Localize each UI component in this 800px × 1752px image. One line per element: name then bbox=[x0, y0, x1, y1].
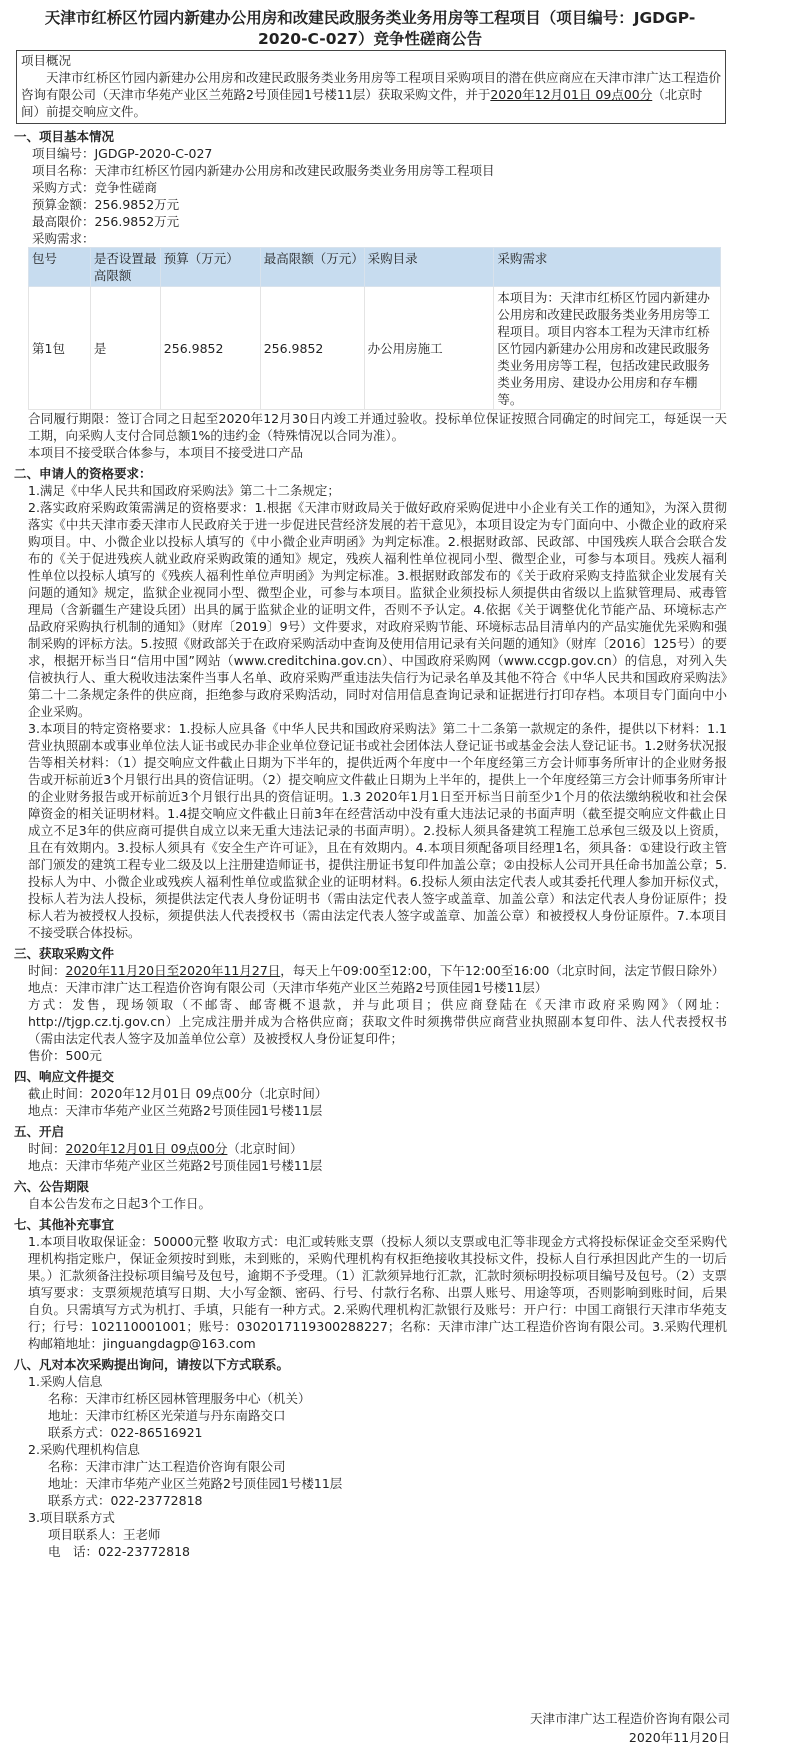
obtain-price: 售价：500元 bbox=[28, 1048, 102, 1063]
project-name: 项目名称：天津市红桥区竹园内新建办公用房和改建民政服务类业务用房等工程项目 bbox=[32, 163, 495, 178]
obtain-to: 至 bbox=[166, 963, 180, 978]
qualification-2: 2.落实政府采购政策需满足的资格要求：1.根据《天津市财政局关于做好政府采购促进中小企业有关工作的通知》，为深入贯彻落实《中共天津市委天津市人民政府关于进一步促进民营经济发展的若干意见》，本项目设定为专门面向中、小微企业的政府采购项目。中、小微企业以投标人填写的《中小微企业声明函》为判定标准。2.根据财政部、民政部、中国残疾人联合会联合发布的《关于促进残疾人就业政府采购政策的通知》规定，残疾人福利性单位视同小型、微型企业，可参与本项目。残疾人福利性单位以投标人填写的《残疾人福利性单位声明函》为判定标准。3.根据财政部发布的《关于政府采购支持监狱企业发展有关问题的通知》规定，监狱企业视同小型、微型企业，可参与本项目。监狱企业须投标人须提供由省级以上监狱管理局、戒毒管理局（含新疆生产建设兵团）出具的属于监狱企业的证明文件，否则不予认定。4.依据《关于调整优化节能产品、环境标志产品政府采购执行机制的通知》（财库〔2019〕9号）文件要求，对政府采购节能、环境标志品目清单内的产品实施优先采购和强制采购的评标方法。5.按照《财政部关于在政府采购活动中查询及使用信用记录有关问题的通知》（财库〔2016〕125号）的要求，根据开标当日“信用中国”网站（www.creditchina.gov.cn）、中国政府采购网（www.ccgp.gov.cn）的信息，对列入失信被执行人、重大税收违法案件当事人名单、政府采购严重违法失信行为记录名单及其他不符合《中华人民共和国政府采购法》第二十二条规定条件的供应商，拒绝参与政府采购活动，同时对信用信息查询记录和证据进行打印存档。本项目专门面向中小企业采购。 bbox=[28, 500, 727, 719]
cell-catalog: 办公用房施工 bbox=[364, 287, 494, 410]
section-5-heading: 五、开启 bbox=[14, 1124, 65, 1139]
overview-deadline: 2020年12月01日 09点00分 bbox=[490, 87, 653, 102]
budget-amount: 预算金额：256.9852万元 bbox=[32, 197, 180, 212]
table-header-row bbox=[29, 248, 721, 287]
qualification-3: 3.本项目的特定资格要求：1.投标人应具备《中华人民共和国政府采购法》第二十二条第一款规定的条件，提供以下材料：1.1营业执照副本或事业单位法人证书或民办非企业单位登记证书或社会团体法人登记证书或基金会法人登记证书。1.2财务状况报告等相关材料：（1）提交响应文件截止日期为下半年的，提供近两个年度中一个年度经第三方会计师事务所审计的企业财务报告或开标前近3个月银行出具的资信证明。（2）提交响应文件截止日期为上半年的，提供上一个年度经第三方会计师事务所审计的企业财务报告或开标前近3个月银行出具的资信证明。1.3 2020年1月1日至开标当日前至少1个月的依法缴纳税收和社会保障资金的相关证明材料。1.4提交响应文件截止日前3年在经营活动中没有重大违法记录的书面声明（截至提交响应文件截止日成立不足3年的供应商可提供自成立以来无重大违法记录的书面声明）。2.投标人须具备建筑工程施工总承包三级及以上资质，且在有效期内。3.投标人须具有《安全生产许可证》，且在有效期内。4.本项目须配备项目经理1名，须具备：①建设行政主管部门颁发的建筑工程专业二级及以上注册建造师证书，提供注册证书复印件加盖公章；②由投标人公司开具任命书加盖公章；5.投标人为中、小微企业或残疾人福利性单位或监狱企业的证明材料。6.投标人须由法定代表人或其委托代理人参加开标仪式，投标人若为法人投标，须提供法定代表人身份证明书（需由法定代表人签字或盖章、加盖公章）和法定代表人身份证原件；投标人若为被授权人投标，须提供法人代表授权书（需由法定代表人签字或盖章、加盖公章）和被授权人身份证原件。7.本项目不接受联合体投标。 bbox=[28, 721, 727, 940]
cell-requirement bbox=[494, 287, 721, 410]
overview-label: 项目概况 bbox=[21, 53, 72, 68]
obtain-time-label: 时间： bbox=[28, 963, 66, 978]
opening-time-value: 2020年12月01日 09点00分 bbox=[65, 1141, 228, 1156]
cell-package: 第1包 bbox=[29, 287, 91, 410]
project-overview-box bbox=[16, 50, 726, 124]
section-3-heading: 三、获取采购文件 bbox=[14, 946, 115, 961]
overview-text-after: （北京时间）前提交响应文件。 bbox=[21, 87, 703, 119]
col-requirement: 采购需求 bbox=[494, 248, 721, 287]
procurement-requirements-label: 采购需求： bbox=[32, 231, 95, 246]
agency-name: 名称：天津市津广达工程造价咨询有限公司 bbox=[48, 1459, 286, 1474]
max-price: 最高限价：256.9852万元 bbox=[32, 214, 180, 229]
opening-time-zone: （北京时间） bbox=[227, 1141, 303, 1156]
section-8-heading: 八、凡对本次采购提出询问，请按以下方式联系。 bbox=[14, 1357, 290, 1372]
project-contact-person: 项目联系人：王老师 bbox=[48, 1527, 161, 1542]
col-catalog: 采购目录 bbox=[364, 248, 494, 287]
section-7-heading: 七、其他补充事宜 bbox=[14, 1217, 115, 1232]
page-title: 天津市红桥区竹园内新建办公用房和改建民政服务类业务用房等工程项目（项目编号：JGDGP-2020-C-027）竞争性磋商公告 bbox=[44, 9, 696, 48]
purchaser-address: 地址：天津市红桥区光荣道与丹东南路交口 bbox=[48, 1408, 286, 1423]
opening-time-label: 时间： bbox=[28, 1141, 66, 1156]
table-row bbox=[29, 287, 721, 410]
obtain-end-date: 2020年11月27日 bbox=[179, 963, 281, 978]
purchaser-contact: 联系方式：022-86516921 bbox=[48, 1425, 203, 1440]
obtain-start-date: 2020年11月20日 bbox=[65, 963, 167, 978]
cell-limit-set: 是 bbox=[90, 287, 160, 410]
purchaser-title: 1.采购人信息 bbox=[28, 1374, 103, 1389]
announcement-body bbox=[14, 50, 727, 1560]
submission-place: 地点：天津市华苑产业区兰苑路2号顶佳园1号楼11层 bbox=[28, 1103, 323, 1118]
contract-period: 合同履行期限：签订合同之日起至2020年12月30日内竣工并通过验收。投标单位保证按照合同确定的时间完工，每延误一天工期，向采购人支付合同总额1%的违约金（特殊情况以合同为准）。 bbox=[28, 411, 727, 443]
signature-org: 天津市津广达工程造价咨询有限公司 bbox=[529, 1711, 730, 1726]
opening-place: 地点：天津市华苑产业区兰苑路2号顶佳园1号楼11层 bbox=[28, 1158, 323, 1173]
notice-period: 自本公告发布之日起3个工作日。 bbox=[28, 1196, 211, 1211]
obtain-method: 方式：发售，现场领取（不邮寄、邮寄概不退款，并与此项目；供应商登陆在《天津市政府采购网》（网址：http://tjgp.cz.tj.gov.cn）上完成注册并成为合格供应商；获取文件时须携带供应商营业执照副本复印件、法人代表授权书（需由法定代表人签字及加盖单位公章）及被授权人身份证复印件； bbox=[28, 997, 727, 1046]
obtain-time bbox=[28, 962, 727, 979]
requirement-text: 本项目为：天津市红桥区竹园内新建办公用房和改建民政服务类业务用房等工程项目。项目内容本工程为天津市红桥区竹园内新建办公用房和改建民政服务类业务用房等工程，包括改建民政服务类业务用房、建设办公用房和存车棚等。 bbox=[497, 290, 710, 407]
obtain-place: 地点：天津市津广达工程造价咨询有限公司（天津市华苑产业区兰苑路2号顶佳园1号楼11层） bbox=[28, 980, 548, 995]
overview-text bbox=[21, 69, 721, 120]
agency-address: 地址：天津市华苑产业区兰苑路2号顶佳园1号楼11层 bbox=[48, 1476, 343, 1491]
project-contact-title: 3.项目联系方式 bbox=[28, 1510, 115, 1525]
agency-title: 2.采购代理机构信息 bbox=[28, 1442, 140, 1457]
submission-deadline: 截止时间：2020年12月01日 09点00分（北京时间） bbox=[28, 1086, 328, 1101]
package-table bbox=[28, 247, 721, 410]
procurement-method: 采购方式：竞争性磋商 bbox=[32, 180, 158, 195]
section-2-heading: 二、申请人的资格要求： bbox=[14, 466, 152, 481]
overview-text-before: 天津市红桥区竹园内新建办公用房和改建民政服务类业务用房等工程项目采购项目的潜在供应商应在天津市津广达工程造价咨询有限公司（天津市华苑产业区兰苑路2号顶佳园1号楼11层）获取采购文件，并于 bbox=[21, 70, 722, 102]
col-package: 包号 bbox=[29, 248, 91, 287]
section-1-heading: 一、项目基本情况 bbox=[14, 129, 115, 144]
col-budget: 预算（万元） bbox=[160, 248, 260, 287]
signature-date: 2020年11月20日 bbox=[628, 1730, 730, 1745]
project-contact-phone: 电 话：022-23772818 bbox=[48, 1544, 190, 1559]
qualification-1: 1.满足《中华人民共和国政府采购法》第二十二条规定； bbox=[28, 483, 340, 498]
purchaser-name: 名称：天津市红桥区园林管理服务中心（机关） bbox=[48, 1391, 311, 1406]
opening-time bbox=[28, 1140, 727, 1157]
supplementary-info: 1.本项目收取保证金：50000元整 收取方式：电汇或转账支票（投标人须以支票或电汇等非现金方式将投标保证金交至采购代理机构指定账户，保证金须按时到账，未到账的，采购代理机构有权拒绝接收其投标文件，投标人自行承担因此产生的一切后果。）汇款须备注投标项目编号及包号，逾期不予受理。（1）汇款须异地行汇款，汇款时须标明投标项目编号及包号。（2）支票填写要求：支票须规范填写日期、大小写金额、密码、行号、付款行名称、出票人账号、用途等项，否则影响到账时间，后果自负。只需填写方式为机打、手填，只能有一种方式。2.采购代理机构汇款银行及账号：开户行：中国工商银行天津市华苑支行；行号：102110001001；账号：0302017119300288227；名称：天津市津广达工程造价咨询有限公司。3.采购代理机构邮箱地址：jinguangdagp@163.com bbox=[28, 1234, 727, 1351]
agency-contact: 联系方式：022-23772818 bbox=[48, 1493, 203, 1508]
section-4-heading: 四、响应文件提交 bbox=[14, 1069, 115, 1084]
project-number: 项目编号：JGDGP-2020-C-027 bbox=[32, 146, 213, 161]
col-max-limit: 最高限额（万元） bbox=[260, 248, 364, 287]
obtain-hours: ，每天上午09:00至12:00，下午12:00至16:00（北京时间，法定节假日除外） bbox=[280, 963, 725, 978]
section-6-heading: 六、公告期限 bbox=[14, 1179, 90, 1194]
cell-budget: 256.9852 bbox=[160, 287, 260, 410]
consortium-note: 本项目不接受联合体参与，本项目不接受进口产品 bbox=[28, 445, 304, 460]
cell-max-limit: 256.9852 bbox=[260, 287, 364, 410]
col-limit-set: 是否设置最高限额 bbox=[90, 248, 160, 287]
